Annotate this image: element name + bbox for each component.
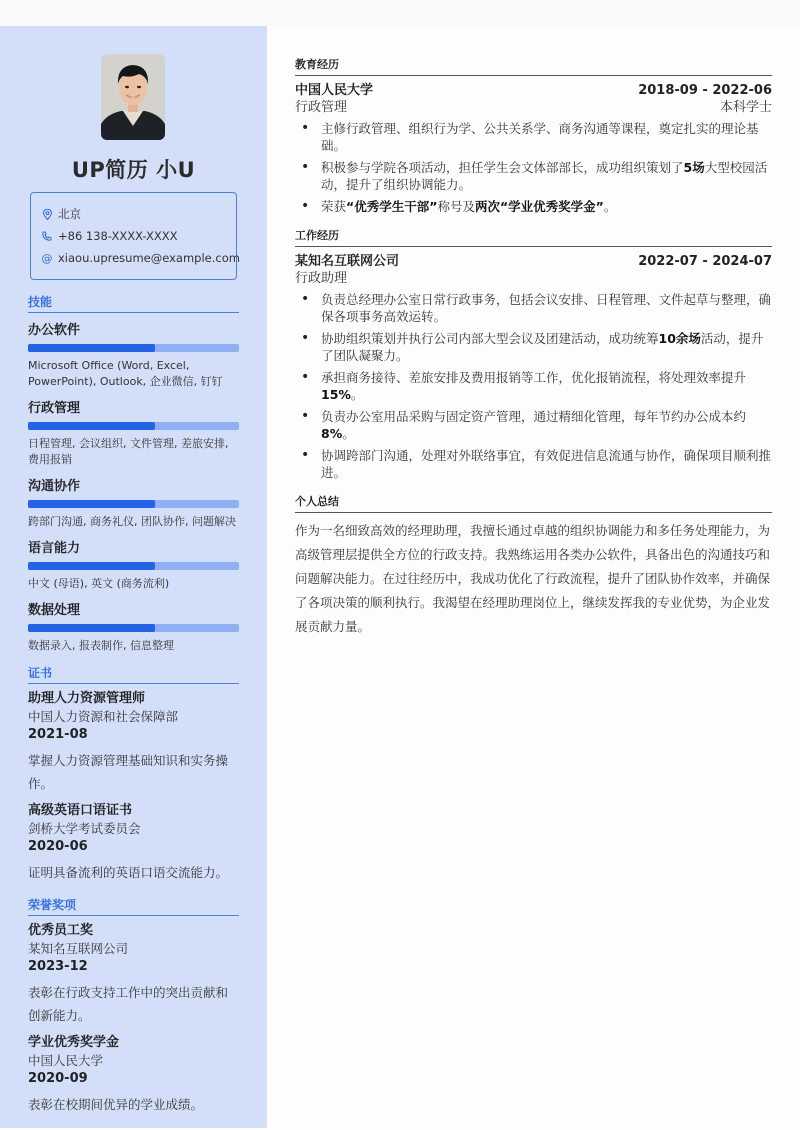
certificate-item	[28, 690, 239, 795]
summary-text: 作为一名细致高效的经理助理，我擅长通过卓越的组织协调能力和多任务处理能力，为高级管理层提供全方位的行政支持。我熟练运用各类办公软件，具备出色的沟通技巧和问题解决能力。在过往经历中，我成功优化了行政流程，提升了团队协作效率，并确保了各项决策的顺利执行。我渴望在经理助理岗位上，继续发挥我的专业优势，为企业发展贡献力量。	[295, 523, 771, 634]
skill-name: 语言能力	[28, 541, 81, 556]
work-bullets	[295, 291, 772, 481]
skills-heading: 技能	[28, 293, 239, 313]
award-title: 优秀员工奖	[28, 923, 94, 938]
location-text: 北京	[58, 207, 81, 221]
contact-phone	[42, 225, 236, 247]
skill-desc: 中文 (母语), 英文 (商务流利)	[28, 577, 170, 590]
candidate-name: UP简历 小U	[71, 158, 196, 182]
work-sub-row	[295, 270, 772, 287]
award-item	[28, 922, 239, 1027]
at-sign-icon: @	[41, 251, 53, 265]
award-issuer: 中国人民大学	[28, 1053, 104, 1068]
education-bullets	[295, 120, 772, 215]
bullet-item: • 荣获“优秀学生干部”称号及两次“学业优秀奖学金”。	[295, 198, 772, 215]
skill-bar-fill	[28, 422, 155, 430]
certificate-item	[28, 802, 239, 884]
page-top-margin	[0, 0, 800, 26]
bullet-item: • 负责办公室用品采购与固定资产管理，通过精细化管理，每年节约办公成本约8%。	[295, 408, 772, 442]
bullet-item: • 协调跨部门沟通，处理对外联络事宜，有效促进信息流通与协作，确保项目顺利推进。	[295, 447, 772, 481]
bullet-item: • 主修行政管理、组织行为学、公共关系学、商务沟通等课程，奠定扎实的理论基础。	[295, 120, 772, 154]
education-section	[295, 56, 772, 215]
summary-section	[295, 493, 772, 639]
certificate-issuer: 剑桥大学考试委员会	[28, 821, 141, 836]
phone-icon	[42, 230, 52, 242]
certificate-title: 助理人力资源管理师	[28, 691, 146, 706]
certificate-title: 高级英语口语证书	[28, 803, 133, 818]
skill-bar	[28, 344, 239, 352]
bullet-item: • 负责总经理办公室日常行政事务，包括会议安排、日程管理、文件起草与整理，确保各项事务高效运转。	[295, 291, 772, 325]
skill-name: 沟通协作	[28, 479, 81, 494]
major: 行政管理	[295, 100, 348, 115]
awards-heading: 荣誉奖项	[28, 896, 239, 916]
work-header-row	[295, 253, 772, 270]
skill-desc: 数据录入, 报表制作, 信息整理	[28, 639, 174, 652]
skill-bar-fill	[28, 562, 155, 570]
work-section	[295, 227, 772, 481]
bullet-item: • 积极参与学院各项活动，担任学生会文体部部长，成功组织策划了5场大型校园活动，提升了组织协调能力。	[295, 159, 772, 193]
contact-location	[42, 203, 236, 225]
bullet-item: • 承担商务接待、差旅安排及费用报销等工作，优化报销流程，将处理效率提升15%。	[295, 369, 772, 403]
skill-desc: 跨部门沟通, 商务礼仪, 团队协作, 问题解决	[28, 515, 236, 528]
skill-bar	[28, 422, 239, 430]
award-date: 2023-12	[28, 959, 88, 974]
certificate-date: 2020-06	[28, 839, 88, 854]
work-heading: 工作经历	[295, 227, 772, 247]
skill-item	[28, 599, 239, 654]
award-title: 学业优秀奖学金	[28, 1035, 120, 1050]
award-item	[28, 1034, 239, 1116]
job-title: 行政助理	[295, 271, 348, 286]
email-link[interactable]: xiaou.upresume@example.com	[58, 251, 240, 265]
award-date: 2020-09	[28, 1071, 88, 1086]
phone-text: +86 138-XXXX-XXXX	[58, 229, 178, 243]
award-desc: 表彰在校期间优异的学业成绩。	[28, 1097, 204, 1112]
sidebar-content	[28, 293, 239, 1123]
company-name: 某知名互联网公司	[295, 254, 400, 269]
map-pin-icon	[42, 208, 52, 220]
certificates-heading: 证书	[28, 664, 239, 684]
education-header-row	[295, 82, 772, 99]
skill-name: 数据处理	[28, 603, 81, 618]
education-period: 2018-09 - 2022-06	[638, 83, 772, 98]
award-issuer: 某知名互联网公司	[28, 941, 129, 956]
contact-box	[30, 192, 240, 280]
certificate-issuer: 中国人力资源和社会保障部	[28, 709, 179, 724]
certificate-date: 2021-08	[28, 727, 88, 742]
skill-bar	[28, 624, 239, 632]
skill-bar	[28, 562, 239, 570]
education-heading: 教育经历	[295, 56, 772, 76]
skill-bar-fill	[28, 344, 155, 352]
skill-item	[28, 537, 239, 592]
certificate-desc: 证明具备流利的英语口语交流能力。	[28, 865, 229, 880]
award-desc: 表彰在行政支持工作中的突出贡献和创新能力。	[28, 985, 229, 1023]
skill-name: 办公软件	[28, 323, 81, 338]
education-sub-row	[295, 99, 772, 116]
main-content	[295, 26, 772, 651]
skill-item	[28, 319, 239, 390]
degree: 本科学士	[719, 100, 772, 115]
school-name: 中国人民大学	[295, 83, 374, 98]
summary-heading: 个人总结	[295, 493, 772, 513]
certificate-desc: 掌握人力资源管理基础知识和实务操作。	[28, 753, 229, 791]
skill-desc: 日程管理, 会议组织, 文件管理, 差旅安排, 费用报销	[28, 437, 229, 466]
skill-item	[28, 397, 239, 468]
skill-name: 行政管理	[28, 401, 81, 416]
skills-list	[28, 319, 239, 654]
profile-photo	[101, 54, 165, 140]
portrait-icon	[101, 54, 165, 140]
skill-bar-fill	[28, 624, 155, 632]
work-period: 2022-07 - 2024-07	[638, 254, 772, 269]
skill-bar	[28, 500, 239, 508]
bullet-item: • 协助组织策划并执行公司内部大型会议及团建活动，成功统筹10余场活动，提升了团队凝聚力。	[295, 330, 772, 364]
contact-email[interactable]	[41, 247, 240, 269]
skill-desc: Microsoft Office (Word, Excel, PowerPoint), Outlook, 企业微信, 钉钉	[28, 359, 223, 388]
skill-bar-fill	[28, 500, 155, 508]
sidebar	[0, 26, 267, 1128]
skill-item	[28, 475, 239, 530]
